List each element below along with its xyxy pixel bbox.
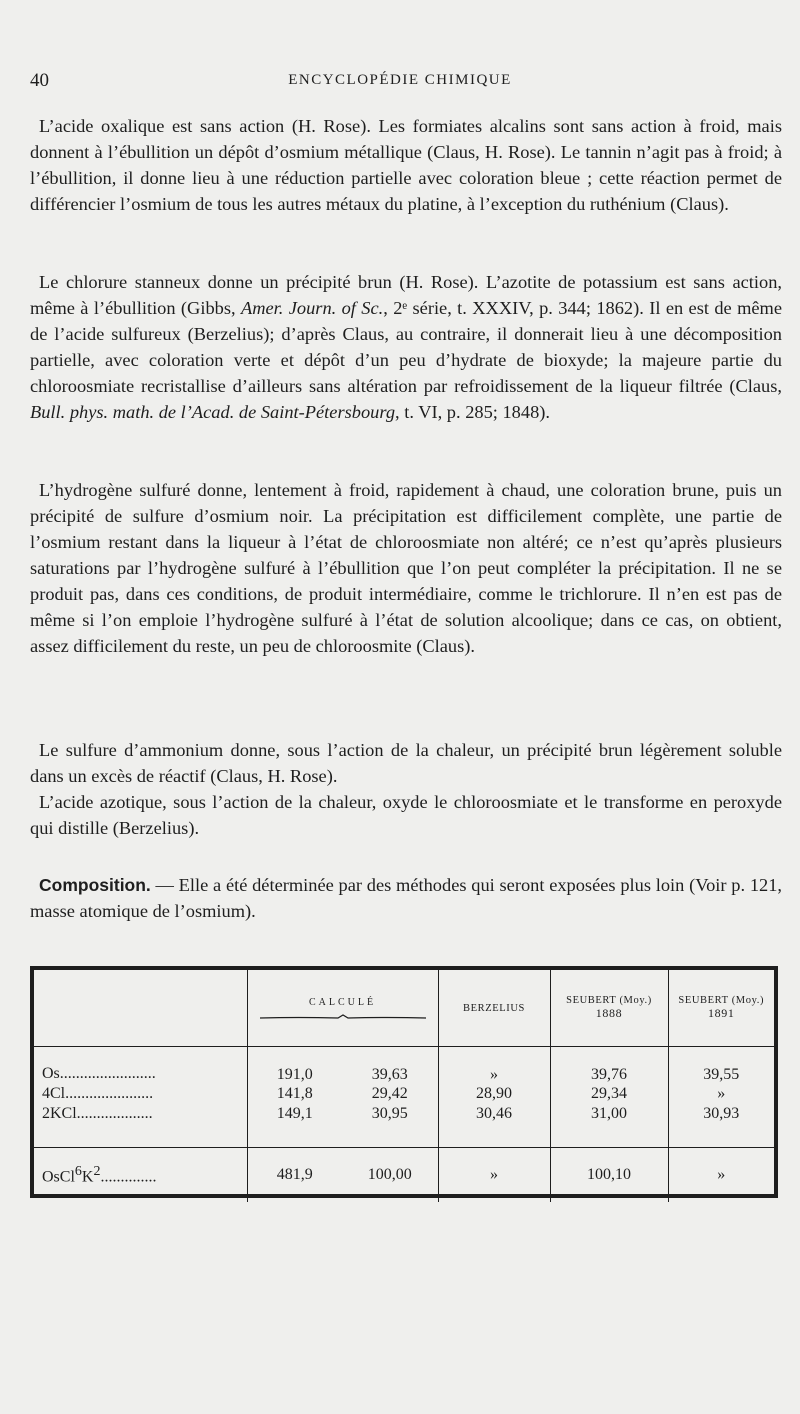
paragraph-nitric-acid: L’acide azotique, sous l’action de la chaleur, oxyde le chloroosmiate et le transforme en peroxyde qui distille (Berzelius). bbox=[30, 792, 782, 838]
table-total-row: $OsCl^6K^2$.............. 481,9 100,00 » 100,10 » bbox=[34, 1148, 774, 1203]
composition-table bbox=[30, 966, 778, 1198]
composition-label: Composition. bbox=[39, 875, 151, 895]
brace-icon bbox=[258, 1014, 428, 1020]
composition-text: — Elle a été déterminée par des méthodes qui seront exposées plus loin (Voir p. 121, masse atomique de l’osmium). bbox=[30, 875, 782, 921]
row-label-total: $OsCl^6K^2$.............. bbox=[34, 1148, 247, 1203]
p2-text-c: , t. VI, p. 285; 1848). bbox=[395, 402, 550, 422]
header-berzelius: BERZELIUS bbox=[438, 970, 550, 1047]
table-row: Os........................ 191,0 39,63 » 39,76 39,55 bbox=[34, 1047, 774, 1085]
paragraph-ammonium-sulfide: Le sulfure d’ammonium donne, sous l’action de la chaleur, un précipité brun légèrement soluble dans un excès de réactif (Claus, H. Rose). bbox=[30, 740, 782, 786]
page-header bbox=[30, 70, 770, 98]
header-seubert-1888: SEUBERT (Moy.) 1888 bbox=[550, 970, 668, 1047]
row-label-os: Os........................ bbox=[34, 1047, 247, 1085]
paragraph-hydrogen-sulfide: L’hydrogène sulfuré donne, lentement à froid, rapidement à chaud, une coloration brune, puis un précipité de sulfure d’osmium noir. La précipitation est difficilement complète, une partie de l’osmium restant dans la liqueur à l’état de chloroosmiate non altéré; ce n’est qu’après plusieurs saturations par l’hydrogène sulfuré à l’ébullition que l’on peut compléter la précipitation. Il ne se produit pas, dans ces conditions, de produit intermédiaire, comme le trichlorure. Il n’en est pas de même si l’on emploie l’hydrogène sulfuré à l’état de solution alcoolique; dans ce cas, on obtient, assez difficilement du reste, un peu de chloroosmite (Claus). bbox=[30, 480, 782, 656]
paragraph-composition bbox=[30, 872, 782, 924]
page-number: 40 bbox=[30, 70, 49, 91]
citation-bull-phys: Bull. phys. math. de l’Acad. de Saint-Pétersbourg bbox=[30, 402, 396, 422]
p2-text-a: Le chlorure stanneux donne un précipité brun (H. Rose). L’azotite de potassium est sans action, même à l’ébullition (Gibbs, bbox=[30, 272, 782, 318]
header-empty bbox=[34, 970, 247, 1047]
paragraph-stannous-chloride bbox=[30, 269, 782, 425]
row-label-4cl: 4Cl...................... bbox=[42, 1085, 154, 1102]
running-title: ENCYCLOPÉDIE CHIMIQUE bbox=[288, 72, 512, 88]
header-calcule: CALCULÉ bbox=[247, 970, 438, 1047]
p2-text-b: , 2ᵉ série, t. XXXIV, p. 344; 1862). Il en est de même de l’acide sulfureux (Berzelius); d’après Claus, au contraire, il donnerait lieu à une décomposition partielle, avec coloration verte et dépôt d’un peu d’hydrate de bioxyde; la majeure partie du chloroosmiate recristallise d’ailleurs sans altération par refroidissement de la liqueur filtrée (Claus, bbox=[30, 298, 783, 396]
table-row: 4Cl...................... 141,8 29,42 28,90 29,34 » bbox=[34, 1084, 774, 1104]
header-seubert-1891: SEUBERT (Moy.) 1891 bbox=[668, 970, 774, 1047]
table-row: 2KCl................... 149,1 30,95 30,46 31,00 30,93 bbox=[34, 1104, 774, 1148]
paragraph-oxalic-acid: L’acide oxalique est sans action (H. Rose). Les formiates alcalins sont sans action à froid, mais donnent à l’ébullition un dépôt d’osmium métallique (Claus, H. Rose). Le tannin n’agit pas à froid; à l’ébullition, il donne lieu à une réduction partielle avec coloration bleue ; cette réaction permet de différencier l’osmium de tous les autres métaux du platine, à l’exception du ruthénium (Claus). bbox=[30, 116, 782, 214]
table-header-row bbox=[34, 970, 774, 1047]
row-label-2kcl: 2KCl................... bbox=[42, 1105, 153, 1122]
citation-amer-journ: Amer. Journ. of Sc. bbox=[240, 298, 384, 318]
